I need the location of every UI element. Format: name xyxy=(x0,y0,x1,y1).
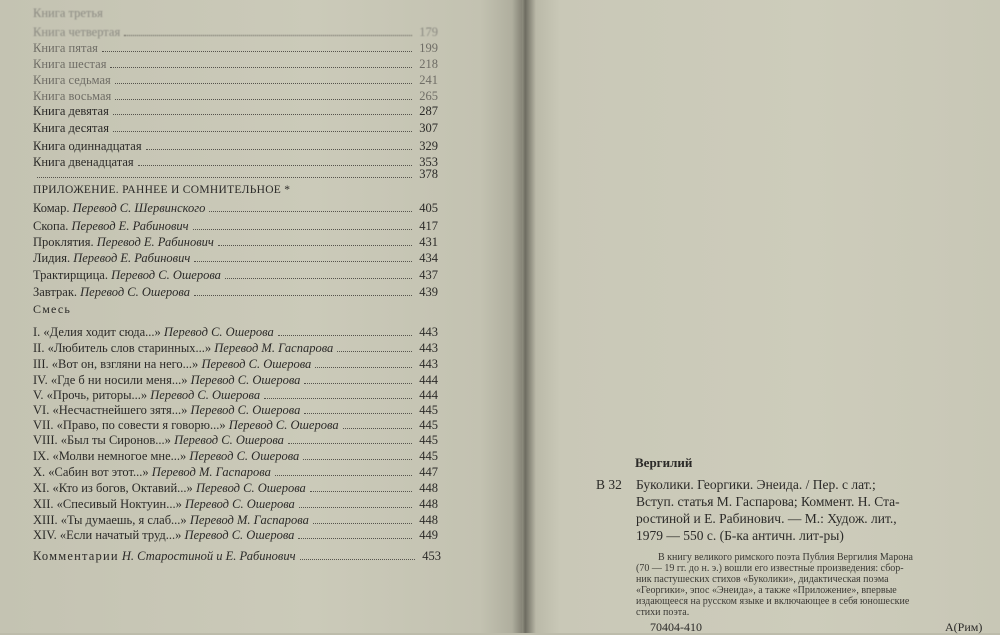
card-annotation-line: издающееся на русском языке и включающее в себя юношеские xyxy=(636,596,910,607)
card-line: Вступ. статья М. Гаспарова; Коммент. Н. Ста- xyxy=(636,494,900,509)
toc-row: XI. «Кто из богов, Октавий...» Перевод С. Ошерова 448 xyxy=(33,481,438,495)
card-line: ростиной и Е. Рабинович. — М.: Худож. лит., xyxy=(636,511,897,526)
appendix-heading: ПРИЛОЖЕНИЕ. РАННЕЕ И СОМНИТЕЛЬНОЕ * xyxy=(33,184,291,196)
toc-row: IV. «Где б ни носили меня...» Перевод С. Ошерова 444 xyxy=(33,373,438,387)
toc-row: Скопа. Перевод Е. Рабинович 417 xyxy=(33,219,438,233)
toc-row: II. «Любитель слов старинных...» Перевод М. Гаспарова 443 xyxy=(33,341,438,355)
toc-row: Завтрак. Перевод С. Ошерова 439 xyxy=(33,285,438,299)
toc-row: I. «Делия ходит сюда...» Перевод С. Ошерова 443 xyxy=(33,325,438,339)
toc-row: XIII. «Ты думаешь, я слаб...» Перевод М. Гаспарова 448 xyxy=(33,513,438,527)
toc-row: 378 xyxy=(33,167,438,181)
card-annotation-line: ник пастушеских стихов «Буколики», дидактическая поэма xyxy=(636,574,889,585)
card-classification: А(Рим) xyxy=(945,620,983,634)
toc-row: Книга восьмая 265 xyxy=(33,89,438,103)
toc-row: Книга седьмая 241 xyxy=(33,73,438,87)
card-line: 1979 — 550 с. (Б-ка античн. лит-ры) xyxy=(636,528,844,543)
card-annotation-line: стихи поэта. xyxy=(636,607,690,618)
toc-row: V. «Прочь, риторы...» Перевод С. Ошерова 444 xyxy=(33,388,438,402)
toc-row: IX. «Молви немногое мне...» Перевод С. Ошерова 445 xyxy=(33,449,438,463)
toc-row: Книга девятая 287 xyxy=(33,104,438,118)
toc-row: Трактирщица. Перевод С. Ошерова 437 xyxy=(33,268,438,282)
mix-heading: Смесь xyxy=(33,302,72,316)
toc-row: Книга десятая 307 xyxy=(33,121,438,135)
toc-row: VIII. «Был ты Сиронов...» Перевод С. Ошерова 445 xyxy=(33,433,438,447)
toc-row: XII. «Спесивый Ноктуин...» Перевод С. Ошерова 448 xyxy=(33,497,438,511)
toc-row: Комар. Перевод С. Шервинского 405 xyxy=(33,201,438,215)
toc-row: III. «Вот он, взгляни на него...» Перевод С. Ошерова 443 xyxy=(33,357,438,371)
toc-row: Книга одиннадцатая 329 xyxy=(33,139,438,153)
toc-row: Книга двенадцатая 353 xyxy=(33,155,438,169)
toc-row: VII. «Право, по совести я говорю...» Перевод С. Ошерова 445 xyxy=(33,418,438,432)
card-author: Вергилий xyxy=(635,455,693,470)
card-annotation-line: «Георгики», эпос «Энеида», а также «Приложение», впервые xyxy=(636,585,897,596)
book-gutter xyxy=(512,0,536,633)
toc-row: VI. «Несчастнейшего зятя...» Перевод С. Ошерова 445 xyxy=(33,403,438,417)
toc-row: Лидия. Перевод Е. Рабинович 434 xyxy=(33,251,438,265)
card-index-code: 70404-410 xyxy=(650,620,702,634)
card-line: Буколики. Георгики. Энеида. / Пер. с лат.; xyxy=(636,477,876,492)
toc-row: Проклятия. Перевод Е. Рабинович 431 xyxy=(33,235,438,249)
toc-row: Книга четвертая 179 xyxy=(33,25,438,39)
card-annotation-line: В книгу великого римского поэта Публия Вергилия Марона xyxy=(658,552,913,563)
toc-row: Книга шестая 218 xyxy=(33,57,438,71)
toc-row: Книга третья xyxy=(33,6,103,20)
toc-row: Книга пятая 199 xyxy=(33,41,438,55)
toc-row-commentary: Комментарии Н. Старостиной и Е. Рабинович 453 xyxy=(33,549,441,563)
card-code: В 32 xyxy=(596,477,622,492)
toc-row: XIV. «Если начатый труд...» Перевод С. Ошерова 449 xyxy=(33,528,438,542)
card-annotation-line: (70 — 19 гг. до н. э.) вошли его известные произведения: сбор- xyxy=(636,563,904,574)
toc-row: X. «Сабин вот этот...» Перевод М. Гаспарова 447 xyxy=(33,465,438,479)
